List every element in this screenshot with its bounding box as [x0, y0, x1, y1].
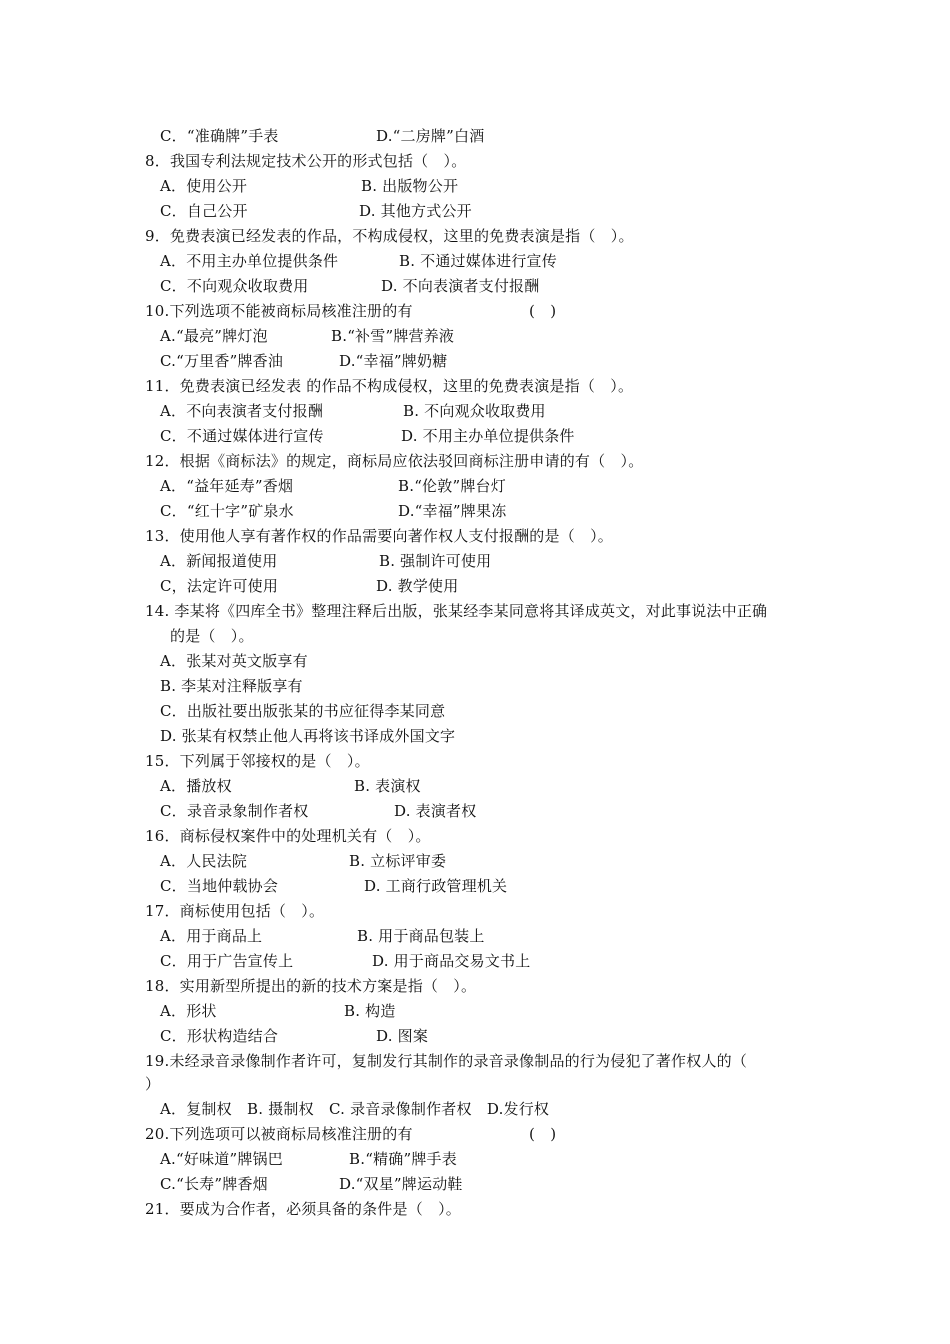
question-21: 21．要成为合作者，必须具备的条件是（ ）。	[145, 1200, 461, 1218]
question-19-cont: ）	[145, 1075, 161, 1093]
question-14: 14. 李某将《四库全书》整理注释后出版，张某经李某同意将其译成英文，对此事说法中正确	[145, 602, 768, 620]
option-a-q15: A．播放权	[160, 777, 232, 795]
option-b-q8: B. 出版物公开	[361, 177, 459, 195]
option-a-q12: A．“益年延寿”香烟	[160, 477, 294, 495]
option-c-q12: C．“红十字”矿泉水	[160, 502, 294, 520]
option-c-q16: C．当地仲载协会	[160, 877, 279, 895]
option-a-q9: A．不用主办单位提供条件	[160, 252, 339, 270]
option-c-q13: C，法定许可使用	[160, 577, 279, 595]
question-8: 8．我国专利法规定技术公开的形式包括（ ）。	[145, 152, 467, 170]
option-d-q12: D.“幸福”牌果冻	[398, 502, 507, 520]
option-d-q11: D. 不用主办单位提供条件	[401, 427, 575, 445]
option-a-q14: A．张某对英文版享有	[160, 652, 308, 670]
option-d-q13: D. 教学使用	[376, 577, 459, 595]
option-a-q18: A．形状	[160, 1002, 217, 1020]
option-c-q7: C．“准确牌”手表	[160, 127, 279, 145]
option-d-q7: D.“二房牌”白酒	[376, 127, 485, 145]
option-a-q8: A．使用公开	[160, 177, 248, 195]
option-a-q13: A．新闻报道使用	[160, 552, 278, 570]
option-b-q11: B. 不向观众收取费用	[403, 402, 546, 420]
option-c-q11: C．不通过媒体进行宣传	[160, 427, 324, 445]
option-b-q10: B.“补雪”牌营养液	[331, 327, 455, 345]
option-c-q8: C．自己公开	[160, 202, 248, 220]
option-d-q18: D. 图案	[376, 1027, 429, 1045]
option-c-q17: C．用于广告宣传上	[160, 952, 294, 970]
option-a-q11: A．不向表演者支付报酬	[160, 402, 324, 420]
option-a-q20: A.“好味道”牌锅巴	[160, 1150, 283, 1168]
option-c-q9: C．不向观众收取费用	[160, 277, 309, 295]
option-d-q20: D.“双星”牌运动鞋	[339, 1175, 463, 1193]
question-20: 20.下列选项可以被商标局核准注册的有	[145, 1125, 413, 1143]
question-15: 15．下列属于邻接权的是（ ）。	[145, 752, 370, 770]
option-a-q16: A．人民法院	[160, 852, 248, 870]
question-11: 11．免费表演已经发表 的作品不构成侵权，这里的免费表演是指（ ）。	[145, 377, 634, 395]
option-c-q15: C．录音录象制作者权	[160, 802, 309, 820]
option-c-q14: C．出版社要出版张某的书应征得李某同意	[160, 702, 446, 720]
question-13: 13．使用他人享有著作权的作品需要向著作权人支付报酬的是（ ）。	[145, 527, 613, 545]
answer-blank-q10: ( )	[529, 302, 557, 320]
option-b-q9: B. 不通过媒体进行宣传	[399, 252, 557, 270]
option-b-q12: B.“伦敦”牌台灯	[398, 477, 506, 495]
question-14-cont: 的是（ ）。	[170, 627, 254, 645]
option-b-q17: B. 用于商品包装上	[357, 927, 485, 945]
options-q19: A．复制权 B. 摄制权 C. 录音录像制作者权 D.发行权	[160, 1100, 550, 1118]
option-a-q10: A.“最亮”牌灯泡	[160, 327, 268, 345]
option-b-q18: B. 构造	[344, 1002, 396, 1020]
question-12: 12．根据《商标法》的规定，商标局应依法驳回商标注册申请的有（ ）。	[145, 452, 644, 470]
option-d-q9: D. 不向表演者支付报酬	[381, 277, 540, 295]
question-18: 18．实用新型所提出的新的技术方案是指（ ）。	[145, 977, 477, 995]
option-b-q20: B.“精确”牌手表	[349, 1150, 457, 1168]
option-d-q17: D. 用于商品交易文书上	[372, 952, 531, 970]
option-d-q8: D. 其他方式公开	[359, 202, 472, 220]
question-16: 16．商标侵权案件中的处理机关有（ ）。	[145, 827, 431, 845]
question-9: 9．免费表演已经发表的作品，不构成侵权，这里的免费表演是指（ ）。	[145, 227, 634, 245]
question-10: 10.下列选项不能被商标局核准注册的有	[145, 302, 413, 320]
option-b-q14: B. 李某对注释版享有	[160, 677, 303, 695]
option-c-q20: C.“长寿”牌香烟	[160, 1175, 268, 1193]
option-b-q13: B. 强制许可使用	[379, 552, 492, 570]
answer-blank-q20: ( )	[529, 1125, 557, 1143]
option-c-q10: C.“万里香”牌香油	[160, 352, 284, 370]
option-a-q17: A．用于商品上	[160, 927, 263, 945]
question-19: 19.未经录音录像制作者许可，复制发行其制作的录音录像制品的行为侵犯了著作权人的（	[145, 1052, 748, 1070]
option-b-q16: B. 立标评审委	[349, 852, 447, 870]
option-d-q10: D.“幸福”牌奶糖	[339, 352, 448, 370]
option-d-q15: D. 表演者权	[394, 802, 477, 820]
question-17: 17．商标使用包括（ ）。	[145, 902, 325, 920]
option-b-q15: B. 表演权	[354, 777, 421, 795]
option-d-q16: D. 工商行政管理机关	[364, 877, 508, 895]
option-d-q14: D. 张某有权禁止他人再将该书译成外国文字	[160, 727, 456, 745]
option-c-q18: C．形状构造结合	[160, 1027, 279, 1045]
